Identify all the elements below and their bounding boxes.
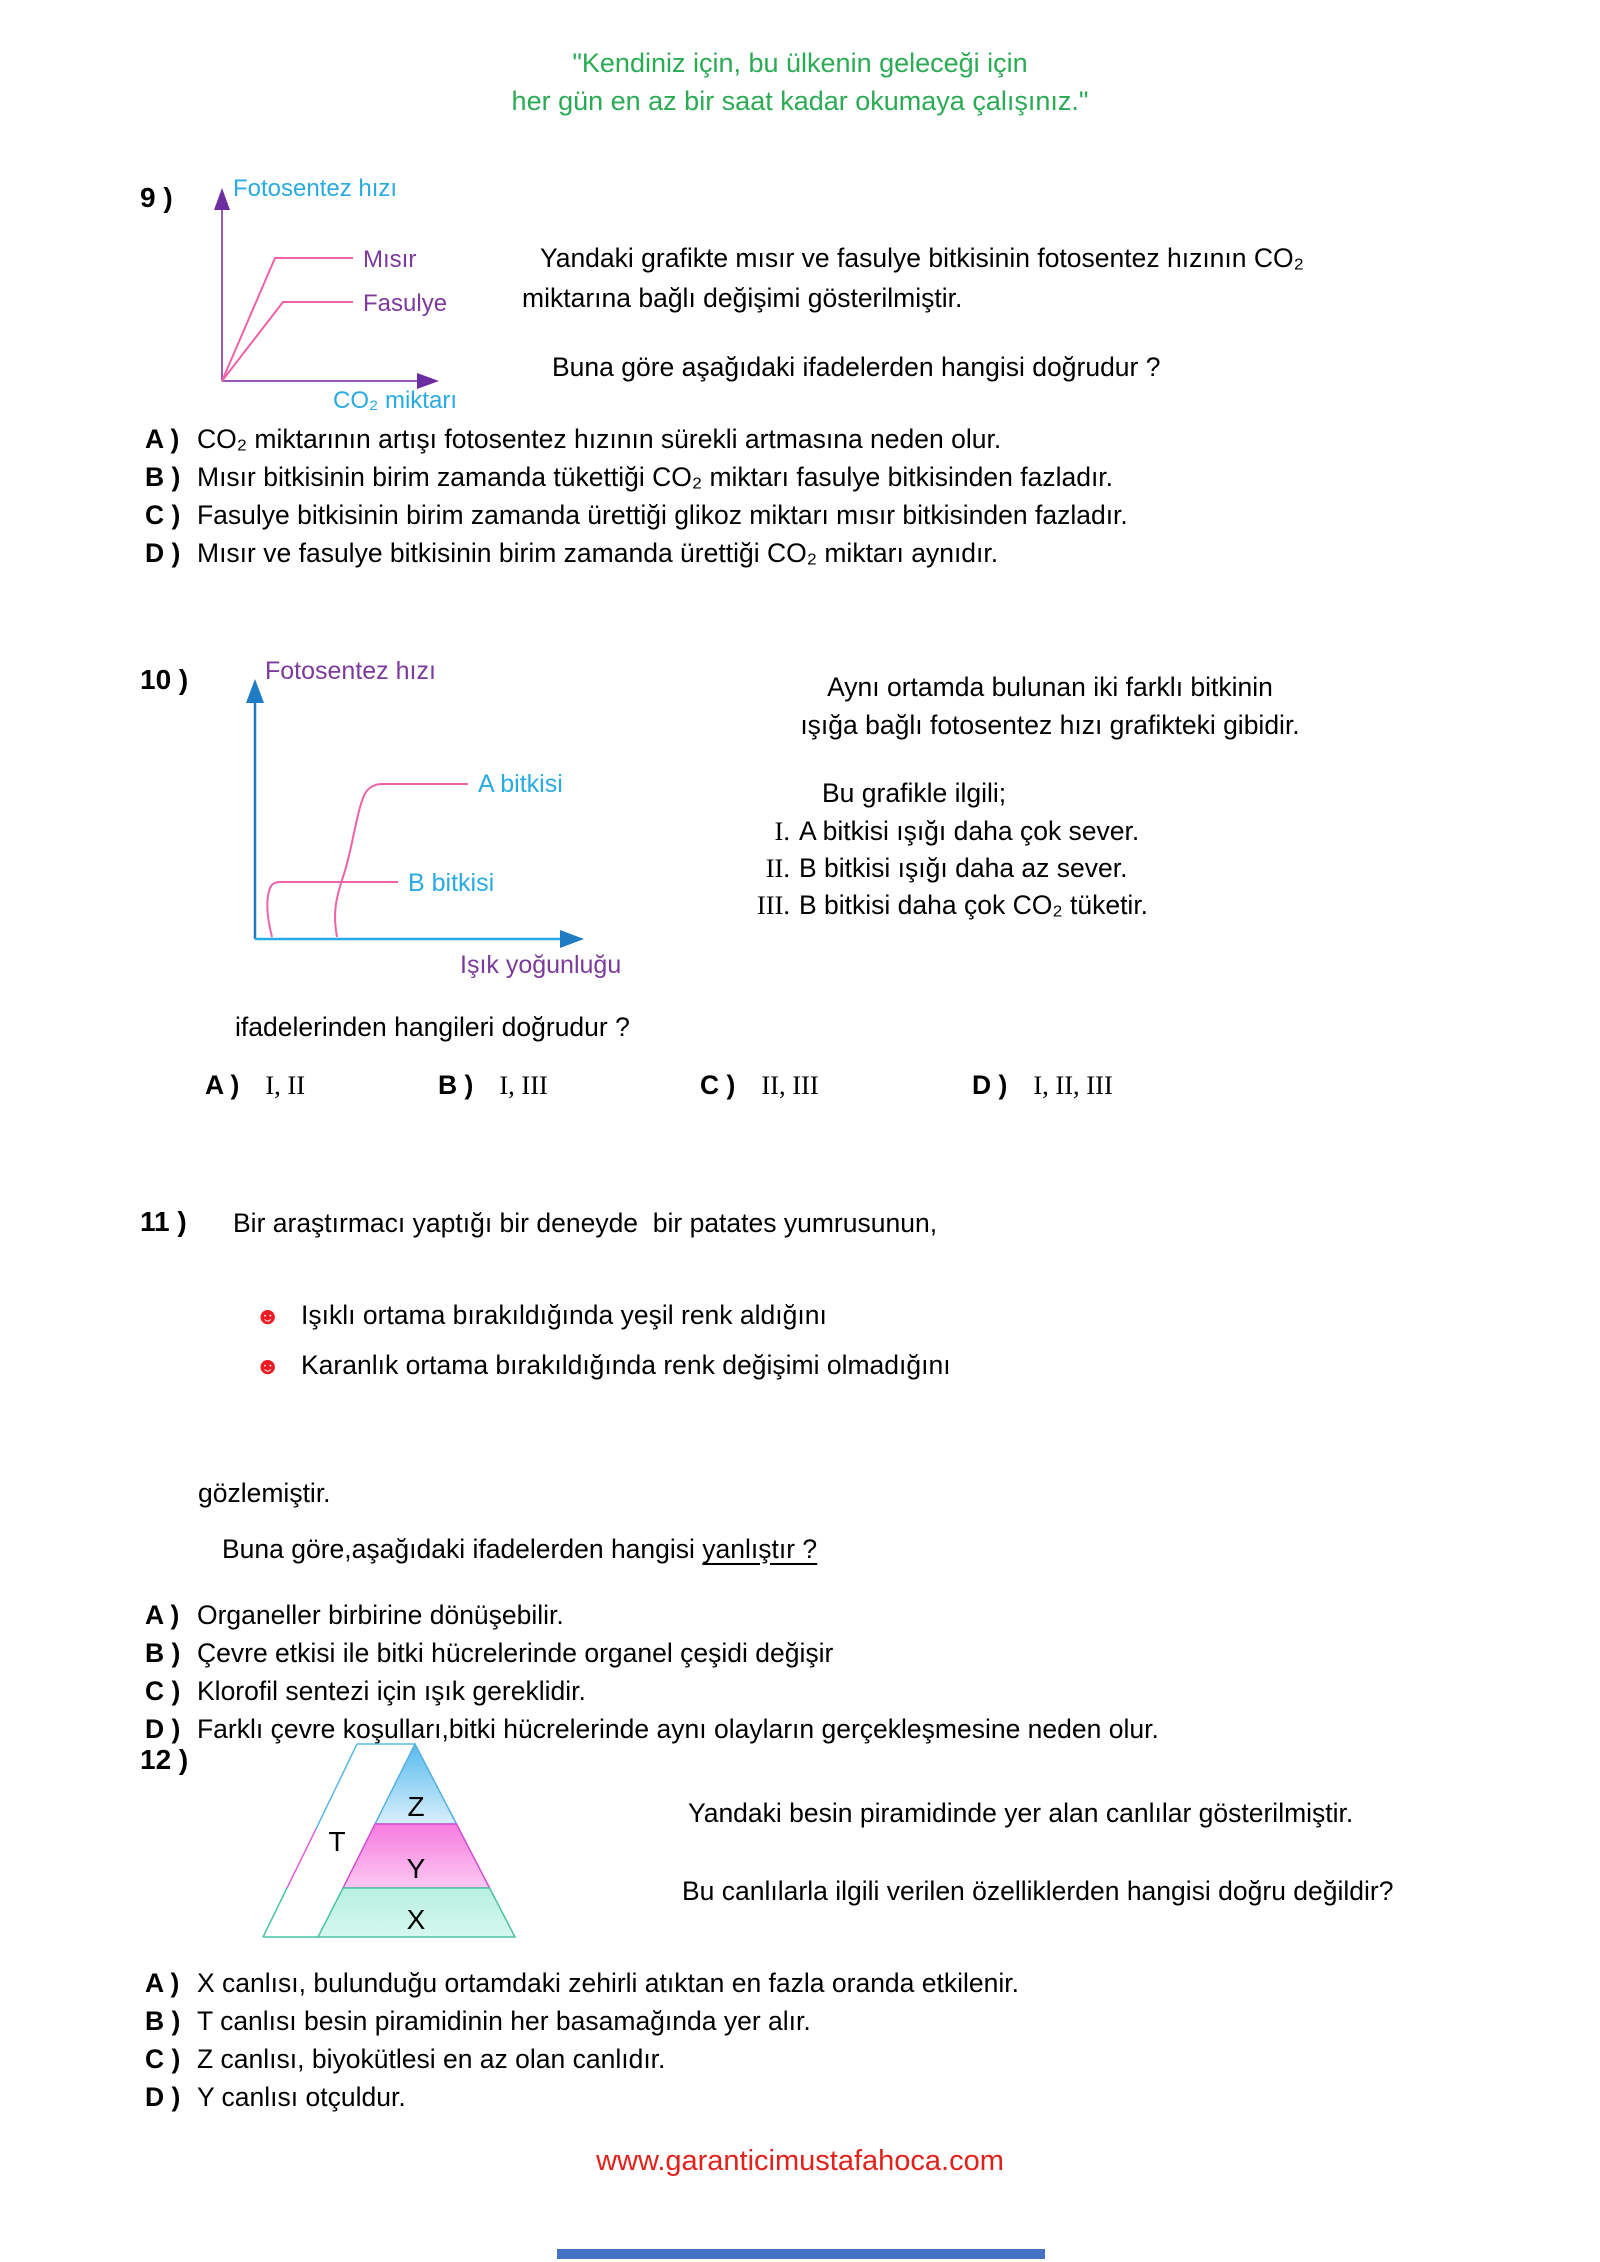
option-text: X canlısı, bulunduğu ortamdaki zehirli atıktan en fazla oranda etkilenir. (197, 1968, 1019, 1998)
q11-prompt (222, 1534, 817, 1565)
q10-y-axis-arrow-icon (246, 679, 264, 703)
q10-curve-a (335, 784, 468, 937)
bullet-text: Karanlık ortama bırakıldığında renk değişimi olmadığını (301, 1350, 951, 1380)
header-quote-line1: "Kendiniz için, bu ülkenin geleceği için (572, 48, 1028, 78)
q9-number: 9 ) (140, 182, 173, 213)
q11-bullet-1 (255, 1300, 951, 1350)
q9-option-c (145, 500, 1128, 538)
option-text: Organeller birbirine dönüşebilir. (197, 1600, 564, 1630)
option-letter: D ) (145, 1714, 181, 1744)
q10-lead: Bu grafikle ilgili; (822, 778, 1007, 808)
q10-intro-line1: Aynı ortamda bulunan iki farklı bitkinin (827, 672, 1273, 702)
smiley-bullet-icon: ☻ (255, 1353, 281, 1380)
pyramid-label-y: Y (406, 1853, 426, 1884)
option-letter: D ) (972, 1070, 1008, 1100)
statement-text: B bitkisi ışığı daha az sever. (799, 853, 1128, 883)
q12-prompt: Bu canlılarla ilgili verilen özelliklerden hangisi doğru değildir? (682, 1876, 1394, 1906)
option-text: Z canlısı, biyokütlesi en az olan canlıdır. (197, 2044, 666, 2074)
q12-option-b (145, 2006, 1019, 2044)
q9-options (145, 424, 1128, 576)
option-text: Y canlısı otçuldur. (197, 2082, 406, 2112)
smiley-bullet-icon: ☻ (255, 1303, 281, 1330)
q10-statement-2 (722, 853, 1148, 890)
statement-text: A bitkisi ışığı daha çok sever. (799, 816, 1140, 846)
q12-option-a (145, 1968, 1019, 2006)
option-text: Mısır bitkisinin birim zamanda tükettiği CO₂ miktarı fasulye bitkisinden fazladır. (197, 462, 1114, 492)
q10-x-axis-arrow-icon (560, 930, 584, 948)
q11-options (145, 1600, 1159, 1752)
option-text: Çevre etkisi ile bitki hücrelerinde organel çeşidi değişir (197, 1638, 834, 1668)
q11-outro: gözlemiştir. (198, 1478, 331, 1508)
option-text: Fasulye bitkisinin birim zamanda ürettiği glikoz miktarı mısır bitkisinden fazladır. (197, 500, 1128, 530)
q10-curve-b (267, 882, 398, 937)
statement-numeral: III. (756, 890, 790, 920)
q10-number: 10 ) (140, 664, 189, 695)
q10-option-d (972, 1070, 1113, 1101)
option-letter: B ) (145, 1638, 181, 1668)
q10-x-axis-label: Işık yoğunluğu (460, 951, 622, 979)
q9-x-axis-label: CO₂ miktarı (333, 387, 457, 414)
bottom-blue-bar (557, 2249, 1045, 2259)
q9-option-a (145, 424, 1128, 462)
option-value: I, II, III (1033, 1070, 1113, 1100)
q11-option-b (145, 1638, 1159, 1676)
q9-curve-fasulye (222, 302, 353, 381)
q11-prompt-prefix: Buna göre,aşağıdaki ifadelerden hangisi (222, 1534, 703, 1564)
q10-statement-3 (722, 890, 1148, 927)
option-text: Farklı çevre koşulları,bitki hücrelerinde aynı olayların gerçekleşmesine neden olur. (197, 1714, 1159, 1744)
option-text: Klorofil sentezi için ışık gereklidir. (197, 1676, 586, 1706)
option-letter: D ) (145, 2082, 181, 2112)
q10-intro-line2: ışığa bağlı fotosentez hızı grafikteki gibidir. (800, 710, 1300, 740)
q10-y-axis-label: Fotosentez hızı (265, 657, 436, 685)
q10-option-c (700, 1070, 819, 1101)
q9-option-d (145, 538, 1128, 576)
statement-numeral: II. (765, 853, 790, 883)
q12-option-d (145, 2082, 1019, 2120)
q11-bullets (255, 1300, 951, 1400)
q10-statement-1 (722, 816, 1148, 853)
q11-bullet-2 (255, 1350, 951, 1400)
pyramid-label-z: Z (407, 1791, 425, 1822)
q10-statements (722, 816, 1148, 927)
option-value: I, III (499, 1070, 548, 1100)
q9-graph (195, 178, 545, 428)
q9-prompt: Buna göre aşağıdaki ifadelerden hangisi doğrudur ? (552, 352, 1161, 382)
footer-url: www.garanticimustafahoca.com (596, 2145, 1004, 2177)
q10-graph (210, 655, 670, 990)
option-letter: C ) (700, 1070, 736, 1100)
q11-option-c (145, 1676, 1159, 1714)
option-letter: C ) (145, 2044, 181, 2074)
header-quote-line2: her gün en az bir saat kadar okumaya çalışınız." (511, 86, 1089, 116)
q9-option-b (145, 462, 1128, 500)
option-letter: C ) (145, 1676, 181, 1706)
q12-options (145, 1968, 1019, 2120)
q10-prompt: ifadelerinden hangileri doğrudur ? (235, 1012, 630, 1042)
option-text: CO₂ miktarının artışı fotosentez hızının sürekli artmasına neden olur. (197, 424, 1002, 454)
pyramid-label-t: T (328, 1826, 346, 1857)
option-letter: B ) (145, 462, 181, 492)
pyramid-label-x: X (406, 1904, 426, 1935)
option-text: T canlısı besin piramidinin her basamağında yer alır. (197, 2006, 811, 2036)
option-letter: A ) (145, 1968, 180, 1998)
q12-option-c (145, 2044, 1019, 2082)
q10-series-a-label: A bitkisi (478, 770, 563, 798)
q11-option-a (145, 1600, 1159, 1638)
q9-series-misir-label: Mısır (363, 246, 417, 273)
q11-number: 11 ) (140, 1206, 187, 1237)
q11-prompt-underlined: yanlıştır ? (702, 1534, 818, 1564)
option-value: I, II (265, 1070, 306, 1100)
option-letter: D ) (145, 538, 181, 568)
option-letter: A ) (145, 1600, 180, 1630)
q11-intro: Bir araştırmacı yaptığı bir deneyde bir patates yumrusunun, (233, 1208, 938, 1238)
option-letter: B ) (438, 1070, 474, 1100)
q9-y-axis-arrow-icon (214, 188, 230, 210)
option-text: Mısır ve fasulye bitkisinin birim zamanda ürettiği CO₂ miktarı aynıdır. (197, 538, 999, 568)
q9-y-axis-label: Fotosentez hızı (233, 178, 398, 202)
q9-series-fasulye-label: Fasulye (363, 290, 448, 317)
statement-text: B bitkisi daha çok CO₂ tüketir. (799, 890, 1149, 920)
q9-intro-line1: Yandaki grafikte mısır ve fasulye bitkisinin fotosentez hızının CO₂ (540, 243, 1304, 273)
option-letter: A ) (205, 1070, 240, 1100)
option-value: II, III (761, 1070, 819, 1100)
q12-food-pyramid (240, 1733, 570, 1951)
option-letter: B ) (145, 2006, 181, 2036)
option-letter: A ) (145, 424, 180, 454)
option-letter: C ) (145, 500, 181, 530)
q9-intro-line2: miktarına bağlı değişimi gösterilmiştir. (522, 283, 963, 313)
q10-series-b-label: B bitkisi (408, 869, 495, 897)
bullet-text: Işıklı ortama bırakıldığında yeşil renk aldığını (301, 1300, 827, 1330)
q12-intro: Yandaki besin piramidinde yer alan canlılar gösterilmiştir. (688, 1798, 1354, 1828)
q12-number: 12 ) (140, 1744, 189, 1775)
statement-numeral: I. (774, 816, 790, 846)
q10-option-a (205, 1070, 305, 1101)
q9-curve-misir (222, 258, 353, 381)
q10-option-b (438, 1070, 548, 1101)
